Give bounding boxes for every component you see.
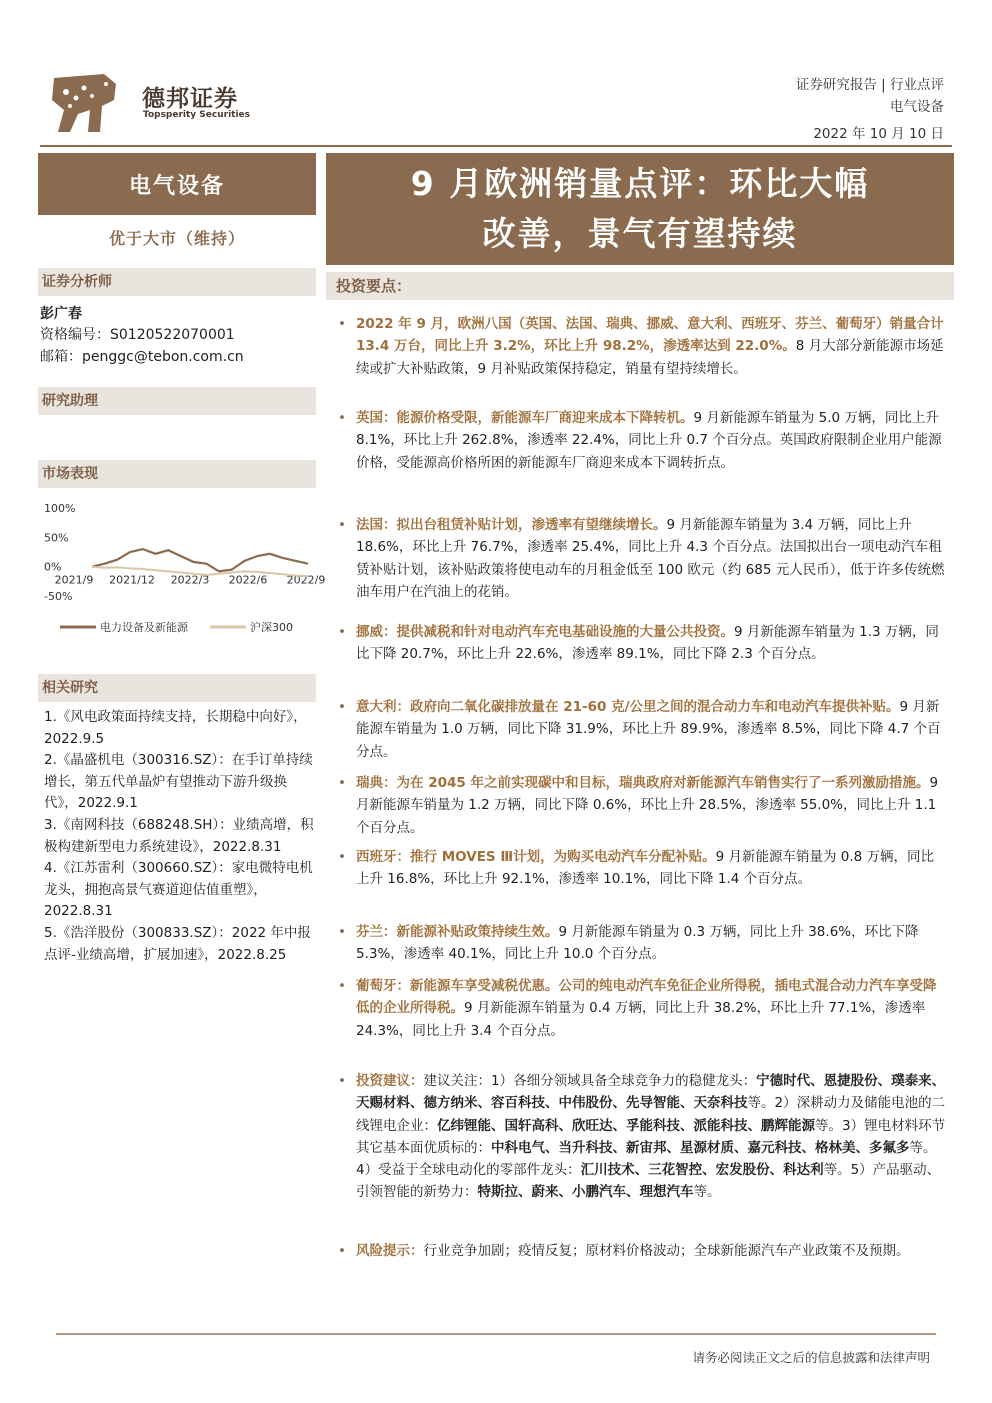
bullet-icon: • — [338, 775, 346, 791]
report-date: 2022 年 10 月 10 日 — [813, 126, 944, 142]
advice-stock-list: 亿纬锂能、国轩高科、欣旺达、孚能科技、派能科技、鹏辉能源 — [437, 1117, 815, 1134]
bullet-uk: • 英国：能源价格受限，新能源车厂商迎来成本下降转机。9 月新能源车销量为 5.0 万辆，同比上升 8.1%，环比上升 262.8%，渗透率 22.4%，同比上升 0.7 个百分点。英国政府限制企业用户能源价格，受能源高价格所困的新能源车厂商迎来成本下调转折点。 — [338, 407, 946, 474]
bullet-icon: • — [338, 316, 346, 332]
advice-stock-list: 汇川技术、三花智控、宏发股份、科达利 — [580, 1162, 824, 1179]
bullet-sweden: • 瑞典：为在 2045 年之前实现碳中和目标，瑞典政府对新能源汽车销售实行了一系列激励措施。9 月新能源车销量为 1.2 万辆，同比下降 0.6%，环比上升 28.5%，渗透率 55.0%，同比上升 1.1 个百分点。 — [338, 772, 946, 839]
legend-label: 电力设备及新能源 — [100, 621, 188, 634]
related-item[interactable]: 2.《晶盛机电（300316.SZ）：在手订单持续增长，第五代单晶炉有望推动下游升级换代》，2022.9.1 — [44, 752, 313, 812]
bullet-icon: • — [338, 978, 346, 994]
advice-text: 等。4）受益于全球电动化的零部件龙头： — [356, 1139, 937, 1179]
footer-disclaimer: 请务必阅读正文之后的信息披露和法律声明 — [692, 1350, 930, 1365]
related-item[interactable]: 1.《风电政策面持续支持，长期稳中向好》，2022.9.5 — [44, 709, 307, 747]
advice-stock-list: 中科电气、当升科技、新宙邦、星源材质、嘉元科技、格林美、多氟多 — [491, 1139, 910, 1156]
x-tick-label: 2021/9 — [54, 573, 94, 587]
title-line-1: 9 月欧洲销量点评：环比大幅 — [410, 164, 870, 203]
analyst-email[interactable]: 邮箱：penggc@tebon.com.cn — [40, 349, 244, 365]
bullet-italy: • 意大利：政府向二氧化碳排放量在 21-60 克/公里之间的混合动力车和电动汽车提供补贴。9 月新能源车销量为 1.0 万辆，同比下降 31.9%，环比上升 89.9%，渗透率 8.5%，同比下降 4.7 个百分点。 — [338, 696, 946, 763]
company-logo — [44, 70, 122, 138]
advice-stock-list: 宁德时代、恩捷股份、璞泰来、天赐材料、德方纳米、容百科技、中伟股份、先导智能、天奈科技 — [356, 1073, 946, 1112]
x-tick-label: 2022/6 — [228, 573, 268, 587]
x-tick-label: 2022/3 — [170, 573, 210, 587]
x-tick-label: 2022/9 — [286, 573, 326, 587]
y-tick-label: 50% — [44, 531, 69, 545]
analyst-heading: 证券分析师 — [38, 268, 316, 296]
advice-text: 等。5）产品驱动、引领智能的新势力： — [356, 1162, 941, 1201]
bullet-portugal: • 葡萄牙：新能源车享受减税优惠。公司的纯电动汽车免征企业所得税，插电式混合动力汽车享受降低的企业所得税。9 月新能源车销量为 0.4 万辆，同比上升 38.2%，环比上升 77.1%，渗透率 24.3%，同比上升 3.4 个百分点。 — [338, 975, 946, 1042]
sector-banner: 电气设备 — [38, 153, 316, 215]
report-meta — [796, 74, 944, 118]
related-research-list — [44, 707, 314, 966]
bullet-icon: • — [338, 1073, 346, 1089]
brand-name-cn: 德邦证券 — [142, 86, 238, 112]
market-heading: 市场表现 — [38, 460, 316, 488]
risk-warning: • 风险提示：行业竞争加剧；疫情反复；原材料价格波动；全球新能源汽车产业政策不及预期。 — [338, 1240, 946, 1262]
market-performance-chart — [40, 498, 326, 638]
y-tick-label: 100% — [44, 502, 76, 515]
rating: 优于大市（维持） — [108, 229, 245, 248]
bullet-icon: • — [338, 1243, 346, 1259]
related-item[interactable]: 4.《江苏雷利（300660.SZ）：家电微特电机龙头，拥抱高景气赛道迎估值重塑》，2022.8.31 — [44, 860, 313, 920]
advice-text: 等。 — [693, 1184, 721, 1201]
report-title — [326, 153, 954, 265]
related-heading: 相关研究 — [38, 674, 316, 702]
bullet-spain: • 西班牙：推行 MOVES Ⅲ计划，为购买电动汽车分配补贴。9 月新能源车销量为 0.8 万辆，同比上升 16.8%，环比上升 92.1%，渗透率 10.1%，同比下降 1.4 个百分点。 — [338, 846, 946, 891]
legend-label: 沪深300 — [250, 621, 293, 634]
bullet-icon: • — [338, 849, 346, 865]
x-tick-label: 2021/12 — [109, 573, 155, 587]
bullet-france: • 法国：拟出台租赁补贴计划，渗透率有望继续增长。9 月新能源车销量为 3.4 万辆，同比上升 18.6%，环比上升 76.7%，渗透率 25.4%，同比上升 4.3 个百分点。法国拟出台一项电动汽车租赁补贴计划，该补贴政策将使电动车的月租金低至 100 欧元（约 685 元人民币），低于许多传统燃油车用户在汽油上的花销。 — [338, 514, 946, 603]
advice-text: 建议关注：1）各细分领域具备全球竞争力的稳健龙头： — [423, 1073, 757, 1089]
title-line-2: 改善，景气有望持续 — [482, 214, 798, 253]
bullet-icon: • — [338, 924, 346, 940]
analyst-name: 彭广春 — [40, 306, 82, 322]
assistant-heading: 研究助理 — [38, 387, 316, 415]
bullet-icon: • — [338, 517, 346, 533]
related-item[interactable]: 5.《浩洋股份（300833.SZ）：2022 年中报点评-业绩高增，扩展加速》，2022.8.25 — [44, 924, 311, 963]
bullet-icon: • — [338, 699, 346, 715]
report-industry: 电气设备 — [890, 99, 944, 115]
report-type: 证券研究报告 | 行业点评 — [795, 77, 944, 93]
advice-text: 等。3）锂电材料环节其它基本面优质标的： — [356, 1117, 946, 1156]
brand-name-en: Topsperity Securities — [143, 110, 250, 120]
header-divider — [40, 145, 952, 147]
analyst-cert: 资格编号：S0120522070001 — [40, 327, 235, 343]
bullet-icon: • — [338, 410, 346, 426]
advice-stock-list: 特斯拉、蔚来、小鹏汽车、理想汽车 — [477, 1184, 694, 1201]
investment-advice: • 投资建议：建议关注：1）各细分领域具备全球竞争力的稳健龙头：宁德时代、恩捷股份、璞泰来、天赐材料、德方纳米、容百科技、中伟股份、先导智能、天奈科技等。2）深耕动力及储能电池的二线锂电企业：亿纬锂能、国轩高科、欣旺达、孚能科技、派能科技、鹏辉能源等。3）锂电材料环节其它基本面优质标的：中科电气、当升科技、新宙邦、星源材质、嘉元科技、格林美、多氟多等。4）受益于全球电动化的零部件龙头：汇川技术、三花智控、宏发股份、科达利等。5）产品驱动、引领智能的新势力：特斯拉、蔚来、小鹏汽车、理想汽车等。 — [338, 1070, 946, 1204]
advice-text: 等。2）深耕动力及储能电池的二线锂电企业： — [356, 1095, 946, 1134]
footer-divider — [56, 1333, 936, 1335]
bullet-finland: • 芬兰：新能源补贴政策持续生效。9 月新能源车销量为 0.3 万辆，同比上升 38.6%，环比下降 5.3%，渗透率 40.1%，同比上升 10.0 个百分点。 — [338, 921, 946, 966]
related-item[interactable]: 3.《南网科技（688248.SH）：业绩高增，积极构建新型电力系统建设》，2022.8.31 — [44, 816, 314, 855]
bullet-summary: • 2022 年 9 月，欧洲八国（英国、法国、瑞典、挪威、意大利、西班牙、芬兰、葡萄牙）销量合计 13.4 万台，同比上升 3.2%，环比上升 98.2%，渗透率达到 22.0%。8 月大部分新能源市场延续或扩大补贴政策，9 月补贴政策保持稳定，销量有望持续增长。 — [338, 313, 946, 380]
y-tick-label: -50% — [44, 590, 73, 603]
bullet-norway: • 挪威：提供减税和针对电动汽车充电基础设施的大量公共投资。9 月新能源车销量为 1.3 万辆，同比下降 20.7%，环比上升 22.6%，渗透率 89.1%，同比下降 2.3 个百分点。 — [338, 621, 946, 666]
key-points-heading: 投资要点： — [326, 272, 954, 300]
bullet-icon: • — [338, 624, 346, 640]
y-tick-label: 0% — [44, 560, 62, 574]
